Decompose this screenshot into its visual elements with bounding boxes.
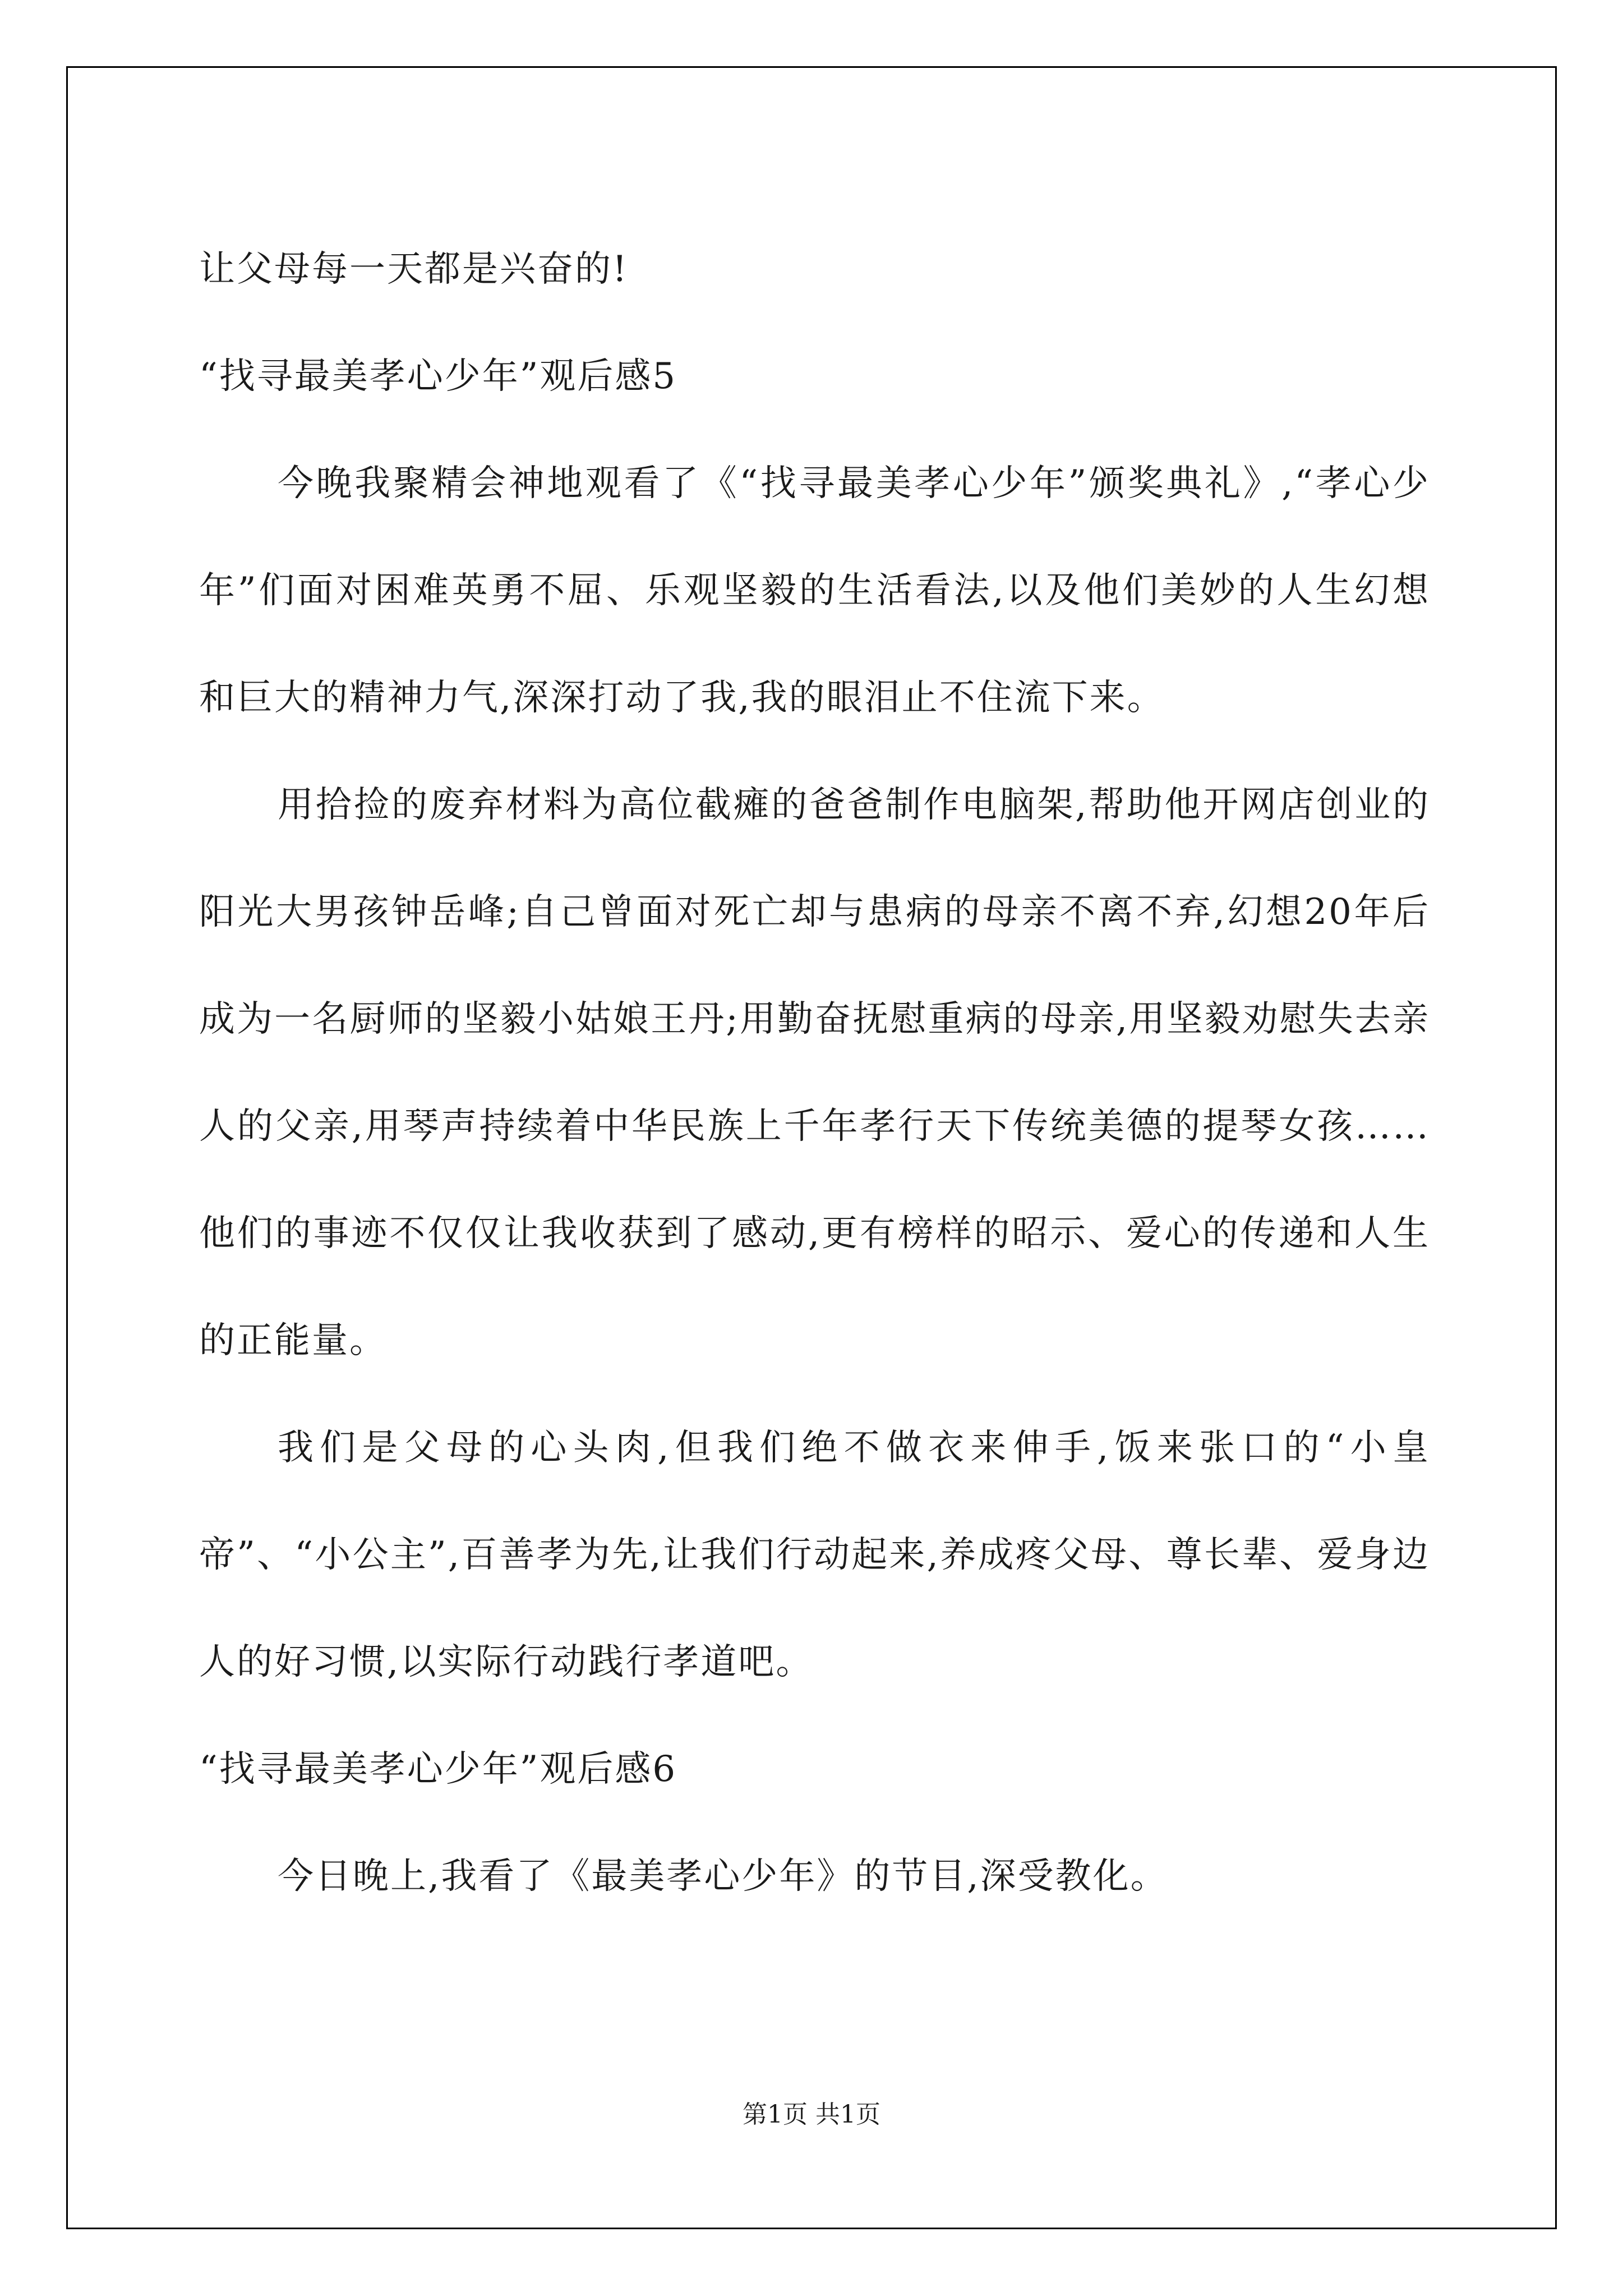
- page-footer: 第1页 共1页: [743, 2100, 880, 2129]
- section-heading-5: “找寻最美孝心少年”观后感5: [199, 356, 677, 397]
- opening-line: 让父母每一天都是兴奋的!: [199, 249, 629, 290]
- paragraph: 我们是父母的心头肉,但我们绝不做衣来伸手,饭来张口的“小皇帝”、“小公主”,百善孝为先,让我们行动起来,养成疼父母、尊长辈、爱身边人的好习惯,以实际行动践行孝道吧。: [199, 1427, 1430, 1683]
- document-body: [199, 216, 1430, 1930]
- section-heading-6: “找寻最美孝心少年”观后感6: [199, 1749, 677, 1790]
- paragraph: 今晚我聚精会神地观看了《“找寻最美孝心少年”颁奖典礼》,“孝心少年”们面对困难英勇不屈、乐观坚毅的生活看法,以及他们美妙的人生幻想和巨大的精神力气,深深打动了我,我的眼泪止不住流下来。: [199, 463, 1430, 719]
- paragraph: 用拾捡的废弃材料为高位截瘫的爸爸制作电脑架,帮助他开网店创业的阳光大男孩钟岳峰;自己曾面对死亡却与患病的母亲不离不弃,幻想20年后成为一名厨师的坚毅小姑娘王丹;用勤奋抚慰重病的母亲,用坚毅劝慰失去亲人的父亲,用琴声持续着中华民族上千年孝行天下传统美德的提琴女孩……他们的事迹不仅仅让我收获到了感动,更有榜样的昭示、爱心的传递和人生的正能量。: [199, 784, 1430, 1361]
- paragraph: 今日晚上,我看了《最美孝心少年》的节目,深受教化。: [278, 1856, 1168, 1897]
